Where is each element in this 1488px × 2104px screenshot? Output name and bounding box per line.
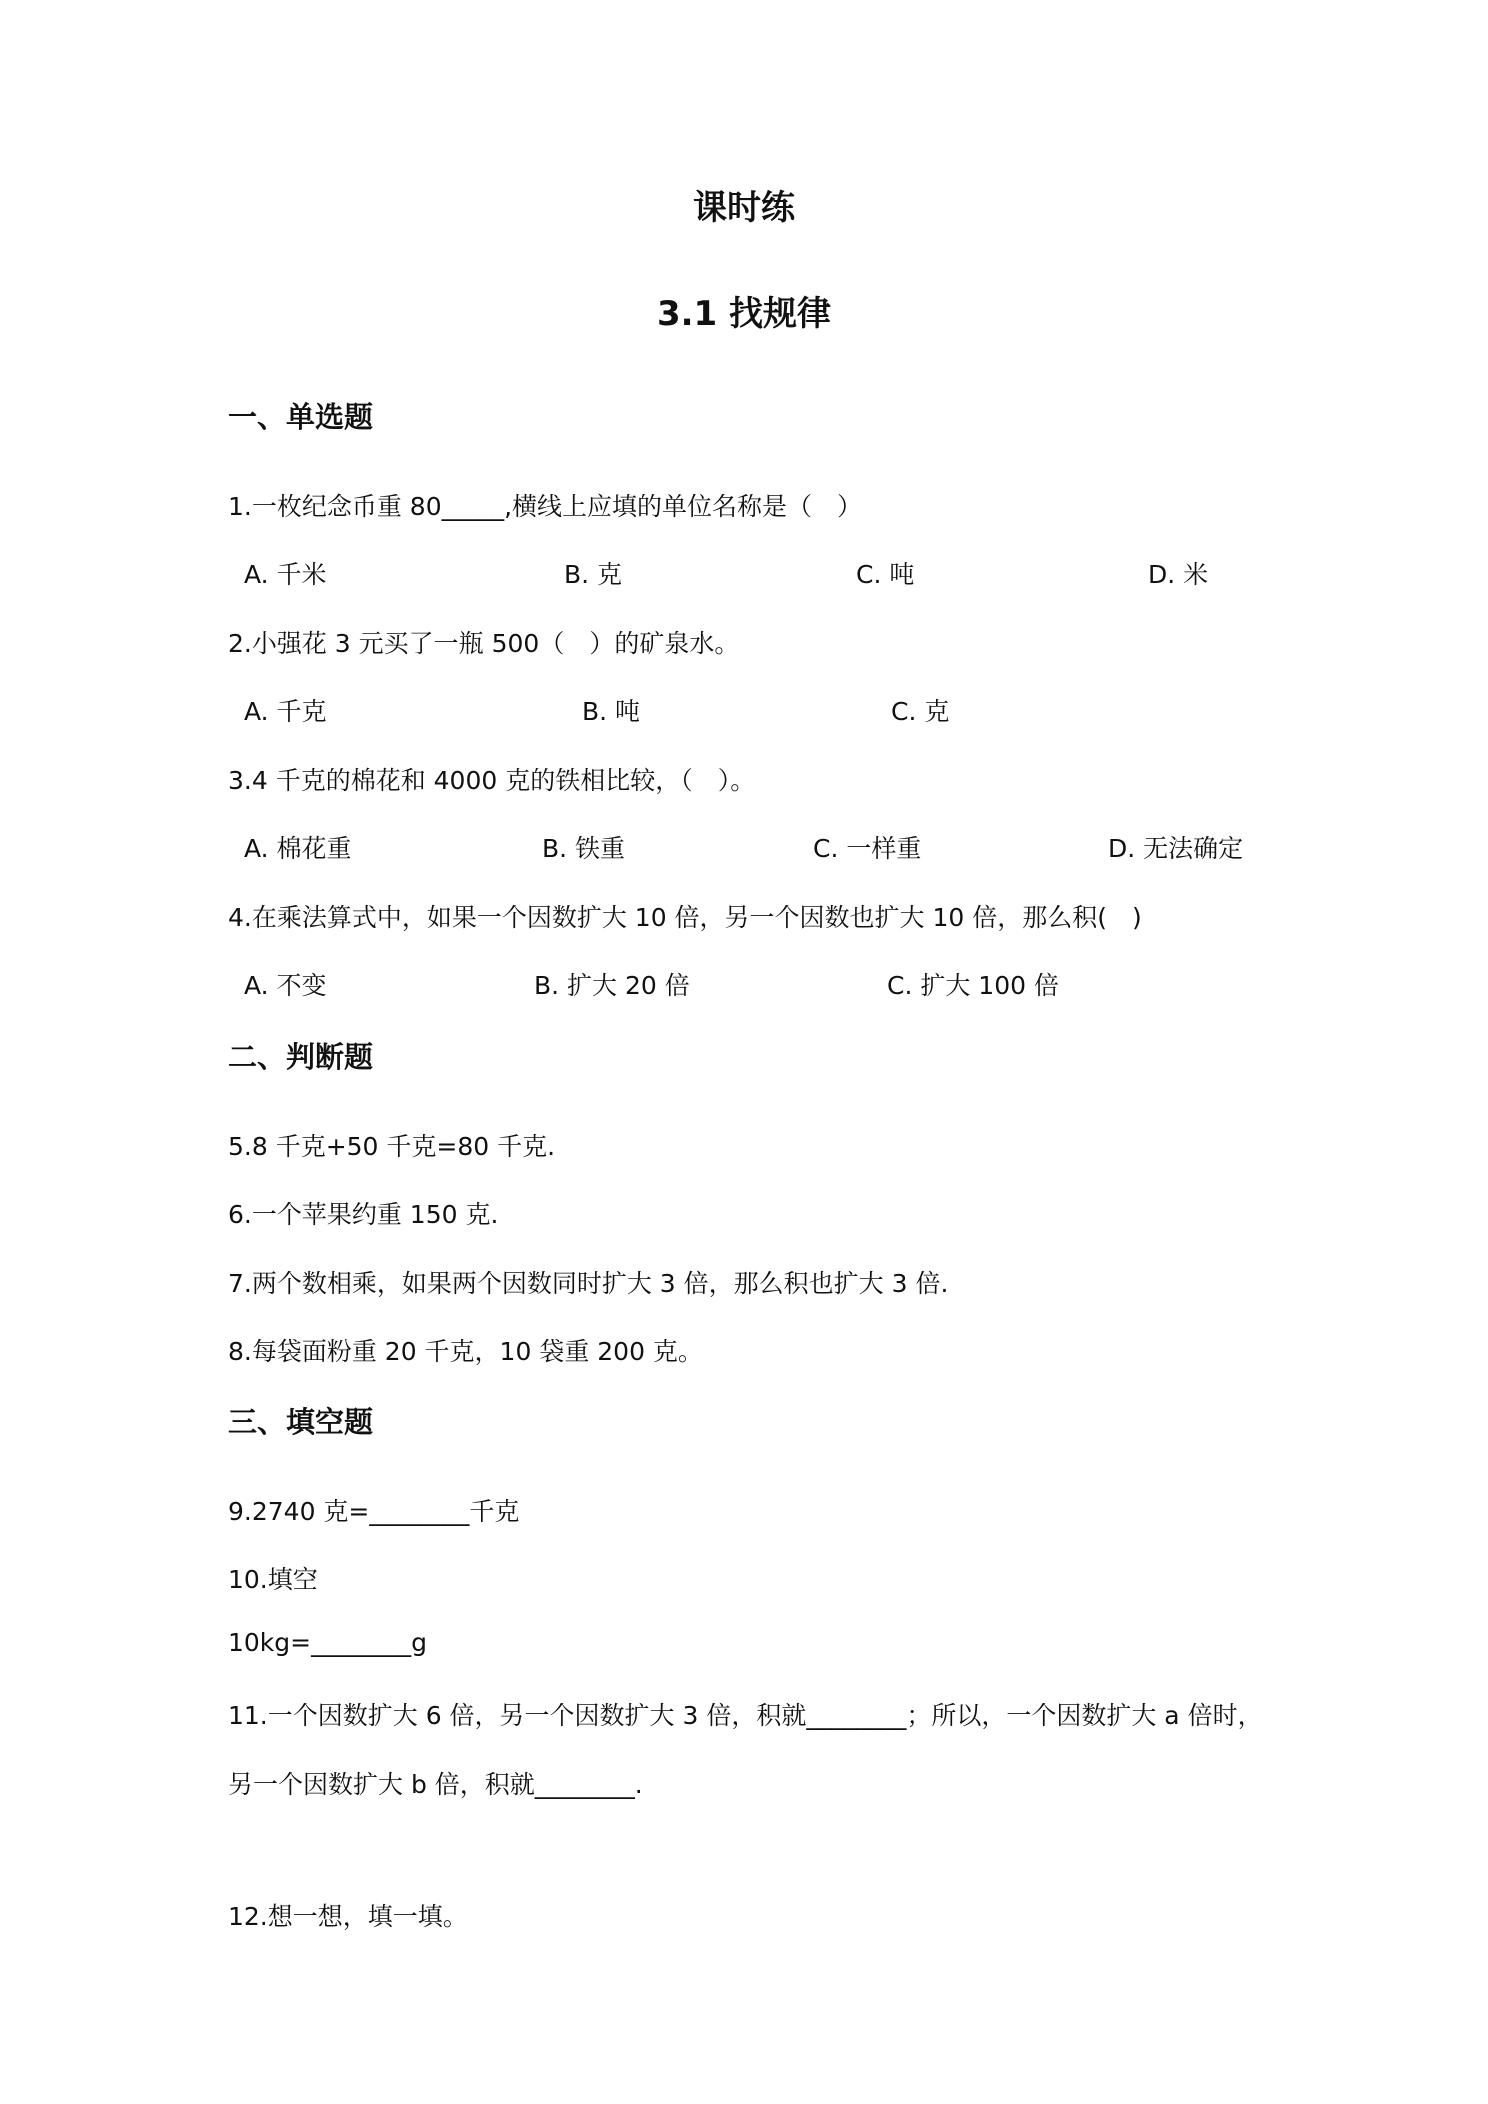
option-b: B. 铁重: [542, 834, 626, 863]
question-5: 5.8 千克+50 千克=80 千克.: [228, 1132, 556, 1161]
option-d: D. 无法确定: [1108, 834, 1244, 863]
question-3: 3.4 千克的棉花和 4000 克的铁相比较，（ ）。: [228, 766, 756, 795]
question-11: 11.一个因数扩大 6 倍，另一个因数扩大 3 倍，积就________；所以，一个因数扩大 a 倍时，: [228, 1701, 1263, 1730]
option-b: B. 吨: [582, 697, 641, 726]
question-7: 7.两个数相乘，如果两个因数同时扩大 3 倍，那么积也扩大 3 倍.: [228, 1269, 949, 1298]
option-c: C. 一样重: [813, 834, 922, 863]
option-c: C. 扩大 100 倍: [887, 971, 1059, 1000]
question-9: 9.2740 克=________千克: [228, 1497, 520, 1526]
option-b: B. 克: [564, 560, 623, 589]
option-c: C. 吨: [856, 560, 915, 589]
doc-subtitle: 3.1 找规律: [656, 294, 832, 334]
option-a: A. 不变: [244, 971, 327, 1000]
question-1: 1.一枚纪念币重 80_____,横线上应填的单位名称是（ ）: [228, 492, 863, 521]
option-b: B. 扩大 20 倍: [534, 971, 690, 1000]
doc-title: 课时练: [693, 188, 795, 228]
question-8: 8.每袋面粉重 20 千克，10 袋重 200 克。: [228, 1337, 703, 1366]
question-4: 4.在乘法算式中，如果一个因数扩大 10 倍，另一个因数也扩大 10 倍，那么积( ): [228, 903, 1142, 932]
section-heading-single-choice: 一、单选题: [228, 400, 374, 434]
question-2: 2.小强花 3 元买了一瓶 500（ ）的矿泉水。: [228, 629, 740, 658]
question-10: 10.填空: [228, 1565, 318, 1594]
section-heading-fill-blank: 三、填空题: [228, 1405, 374, 1439]
option-a: A. 棉花重: [244, 834, 352, 863]
question-10-line2: 10kg=________g: [228, 1628, 427, 1657]
option-a: A. 千米: [244, 560, 327, 589]
question-12: 12.想一想，填一填。: [228, 1902, 468, 1931]
option-a: A. 千克: [244, 697, 327, 726]
section-heading-true-false: 二、判断题: [228, 1040, 374, 1074]
option-d: D. 米: [1148, 560, 1209, 589]
option-c: C. 克: [891, 697, 950, 726]
question-11-line2: 另一个因数扩大 b 倍，积就________.: [228, 1770, 643, 1799]
question-6: 6.一个苹果约重 150 克.: [228, 1200, 499, 1229]
